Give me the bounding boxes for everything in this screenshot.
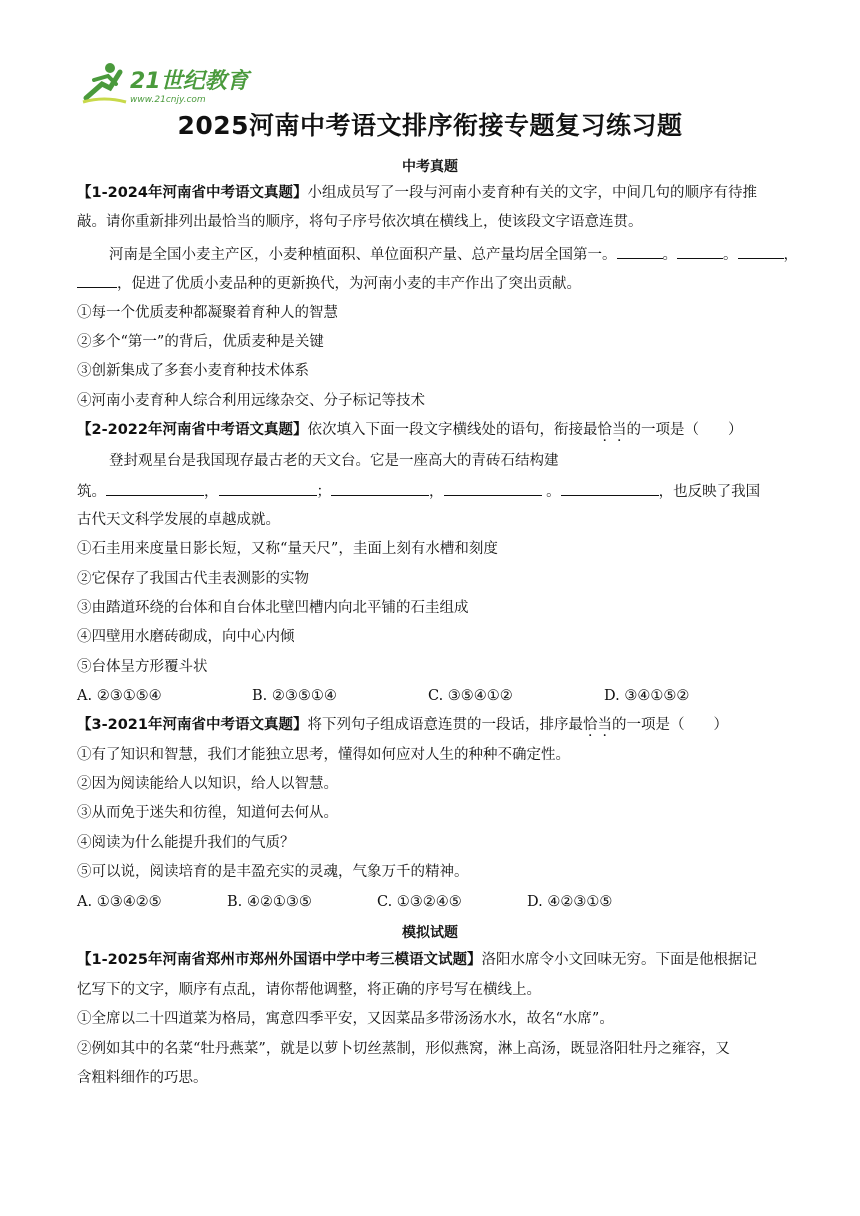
q2-paragraph-end: 古代天文科学发展的卓越成就。 [77, 512, 280, 528]
q4-prompt: 【1-2025年河南省郑州市郑州外国语中学中考三模语文试题】洛阳水席令小文回味无穷。下面是他根据记 [77, 952, 757, 968]
q3-option-b[interactable]: B. ④②①③⑤ [227, 894, 312, 910]
q1-source: 【1-2024年河南省中考语文真题】 [77, 185, 308, 201]
q4-source: 【1-2025年河南省郑州市郑州外国语中学中考三模语文试题】 [77, 952, 482, 968]
runner-logo-icon [80, 58, 260, 108]
answer-blank[interactable] [738, 244, 784, 259]
q3-option-a[interactable]: A. ①③④②⑤ [77, 894, 162, 910]
q1-paragraph: 河南是全国小麦主产区，小麦种植面积、单位面积产量、总产量均居全国第一。 。 。 ， [109, 244, 819, 265]
answer-blank[interactable] [77, 273, 117, 288]
q2-option-a[interactable]: A. ②③①⑤④ [77, 688, 162, 704]
q3-item: ②因为阅读能给人以知识，给人以智慧。 [77, 776, 338, 792]
q2-paragraph: 登封观星台是我国现存最古老的天文台。它是一座高大的青砖石结构建 [109, 453, 559, 469]
q2-item: ①石圭用来度量日影长短，又称“量天尺”，圭面上刻有水槽和刻度 [77, 541, 498, 557]
q2-option-d[interactable]: D. ③④①⑤② [604, 688, 690, 704]
q3-source: 【3-2021年河南省中考语文真题】 [77, 717, 308, 733]
q3-option-d[interactable]: D. ④②③①⑤ [527, 894, 613, 910]
q1-item: ③创新集成了多套小麦育种技术体系 [77, 363, 309, 379]
answer-blank[interactable] [561, 481, 659, 496]
page-title: 2025河南中考语文排序衔接专题复习练习题 [177, 111, 683, 140]
q2-item: ⑤台体呈方形覆斗状 [77, 659, 208, 675]
q3-item: ③从而免于迷失和彷徨，知道何去何从。 [77, 805, 338, 821]
svg-text:www.21cnjy.com: www.21cnjy.com [130, 95, 206, 105]
q2-option-c[interactable]: C. ③⑤④①② [428, 688, 513, 704]
q2-item: ④四壁用水磨砖砌成，向中心内倾 [77, 629, 295, 645]
answer-blank[interactable] [331, 481, 429, 496]
q2-item: ②它保存了我国古代圭表测影的实物 [77, 571, 309, 587]
answer-blank[interactable] [444, 481, 542, 496]
q2-source: 【2-2022年河南省中考语文真题】 [77, 422, 308, 438]
q2-item: ③由踏道环绕的台体和自台体北壁凹槽内向北平铺的石圭组成 [77, 600, 469, 616]
q4-item: ①全席以二十四道菜为格局，寓意四季平安，又因菜品多带汤汤水水，故名“水席”。 [77, 1011, 614, 1027]
q2-paragraph-cont: 筑。 ， ； ， 。 ，也反映了我国 [77, 481, 787, 502]
answer-blank[interactable] [219, 481, 317, 496]
svg-text:21世纪教育: 21世纪教育 [130, 69, 249, 94]
section-heading-mock: 模拟试题 [402, 925, 458, 941]
q2-option-b[interactable]: B. ②③⑤①④ [252, 688, 337, 704]
q3-prompt: 【3-2021年河南省中考语文真题】将下列句子组成语意连贯的一段话，排序最恰当的一项是（ ） [77, 717, 728, 733]
answer-blank[interactable] [106, 481, 204, 496]
q3-option-c[interactable]: C. ①③②④⑤ [377, 894, 462, 910]
q3-item: ⑤可以说，阅读培育的是丰盈充实的灵魂，气象万千的精神。 [77, 864, 469, 880]
q1-item: ②多个“第一”的背后，优质麦种是关键 [77, 334, 324, 350]
q1-item: ④河南小麦育种人综合利用远缘杂交、分子标记等技术 [77, 393, 425, 409]
answer-blank[interactable] [677, 244, 723, 259]
q1-prompt-cont: 敲。请你重新排列出最恰当的顺序，将句子序号依次填在横线上，使该段文字语意连贯。 [77, 214, 643, 230]
q1-paragraph-cont: ，促进了优质小麦品种的更新换代，为河南小麦的丰产作出了突出贡献。 [77, 273, 787, 294]
q1-item: ①每一个优质麦种都凝聚着育种人的智慧 [77, 305, 338, 321]
logo [80, 58, 260, 108]
section-heading-real: 中考真题 [402, 159, 458, 175]
q3-item: ④阅读为什么能提升我们的气质？ [77, 835, 295, 851]
q4-item: ②例如其中的名菜“牡丹燕菜”，就是以萝卜切丝蒸制，形似燕窝，淋上高汤，既显洛阳牡丹之雍容，又 [77, 1041, 730, 1057]
q4-item-cont: 含粗料细作的巧思。 [77, 1070, 208, 1086]
q2-prompt: 【2-2022年河南省中考语文真题】依次填入下面一段文字横线处的语句，衔接最恰当的一项是（ ） [77, 422, 743, 438]
q3-item: ①有了知识和智慧，我们才能独立思考，懂得如何应对人生的种种不确定性。 [77, 747, 570, 763]
answer-blank[interactable] [617, 244, 663, 259]
q1-prompt: 【1-2024年河南省中考语文真题】小组成员写了一段与河南小麦育种有关的文字，中间几句的顺序有待推 [77, 185, 757, 201]
q4-prompt-cont: 忆写下的文字，顺序有点乱，请你帮他调整，将正确的序号写在横线上。 [77, 982, 541, 998]
